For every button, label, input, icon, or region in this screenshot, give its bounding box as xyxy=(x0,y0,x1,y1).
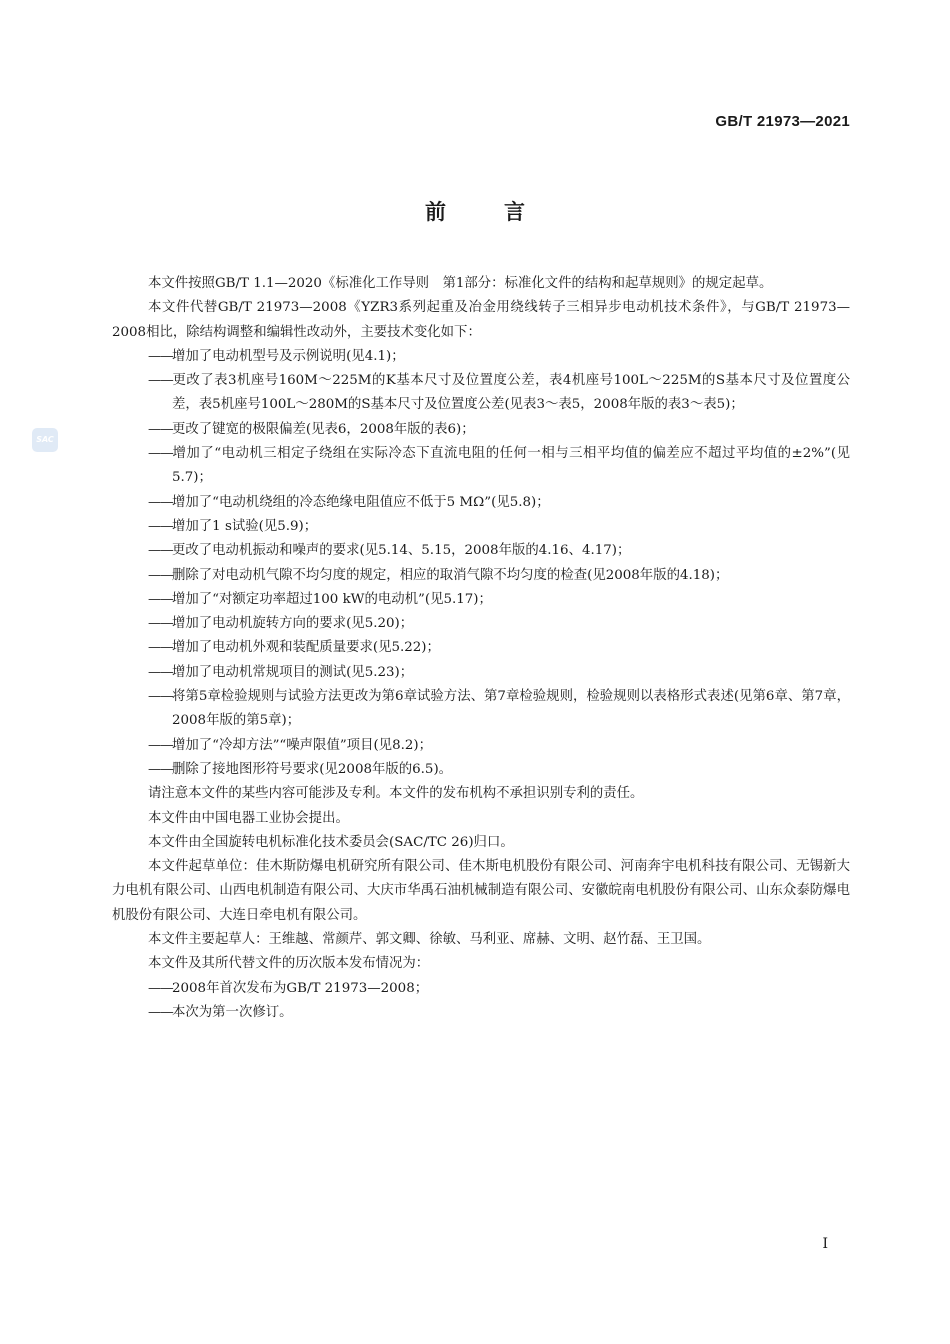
dash-marker: —— xyxy=(148,373,173,389)
dash-marker: —— xyxy=(148,737,173,753)
change-item: ——增加了电动机型号及示例说明(见4.1)； xyxy=(112,345,850,369)
change-item: ——删除了对电动机气隙不均匀度的规定，相应的取消气隙不均匀度的检查(见2008年版的4.18)； xyxy=(112,564,850,588)
change-item: ——增加了电动机旋转方向的要求(见5.20)； xyxy=(112,612,850,636)
paragraph-drafting-units: 本文件起草单位：佳木斯防爆电机研究所有限公司、佳木斯电机股份有限公司、河南奔宇电机科技有限公司、无锡新大力电机有限公司、山西电机制造有限公司、大庆市华禹石油机械制造有限公司、安徽皖南电机股份有限公司、山东众泰防爆电机股份有限公司、大连日牵电机有限公司。 xyxy=(112,859,850,923)
dash-marker: —— xyxy=(148,567,173,583)
dash-marker: —— xyxy=(148,689,173,705)
dash-marker: —— xyxy=(148,446,173,462)
change-item: ——将第5章检验规则与试验方法更改为第6章试验方法、第7章检验规则，检验规则以表格形式表述(见第6章、第7章，2008年版的第5章)； xyxy=(112,685,850,734)
paragraph-history-intro: 本文件及其所代替文件的历次版本发布情况为： xyxy=(148,956,430,972)
change-item: ——增加了“冷却方法”“噪声限值”项目(见8.2)； xyxy=(112,734,850,758)
change-item: ——删除了接地图形符号要求(见2008年版的6.5)。 xyxy=(112,758,850,782)
history-item: ——2008年首次发布为GB/T 21973—2008； xyxy=(112,977,850,1001)
dash-marker: —— xyxy=(148,616,173,632)
change-item: ——增加了电动机外观和装配质量要求(见5.22)； xyxy=(112,636,850,660)
dash-marker: —— xyxy=(148,494,173,510)
page-title: 前言 xyxy=(425,200,583,224)
paragraph-patent-notice: 请注意本文件的某些内容可能涉及专利。本文件的发布机构不承担识别专利的责任。 xyxy=(148,786,644,802)
change-item: ——更改了表3机座号160M～225M的K基本尺寸及位置度公差，表4机座号100L～225M的S基本尺寸及位置度公差，表5机座号100L～280M的S基本尺寸及位置度公差(见表3～表5，2008年版的表3～表5)； xyxy=(112,369,850,418)
dash-marker: —— xyxy=(148,640,173,656)
dash-marker: —— xyxy=(148,421,173,437)
foreword-body xyxy=(112,272,850,1025)
change-item: ——增加了电动机常规项目的测试(见5.23)； xyxy=(112,661,850,685)
change-item: ——更改了键宽的极限偏差(见表6，2008年版的表6)； xyxy=(112,418,850,442)
change-item: ——增加了“电动机三相定子绕组在实际冷态下直流电阻的任何一相与三相平均值的偏差应不超过平均值的±2%”(见5.7)； xyxy=(112,442,850,491)
paragraph-proposer: 本文件由中国电器工业协会提出。 xyxy=(148,810,349,826)
sac-watermark: SAC xyxy=(32,428,58,452)
dash-marker: —— xyxy=(148,591,173,607)
history-item: ——本次为第一次修订。 xyxy=(112,1001,850,1025)
dash-marker: —— xyxy=(148,1004,173,1020)
paragraph-committee: 本文件由全国旋转电机标准化技术委员会(SAC/TC 26)归口。 xyxy=(148,834,514,850)
paragraph-drafters: 本文件主要起草人：王维越、常颜芹、郭文卿、徐敏、马利亚、席赫、文明、赵竹磊、王卫国。 xyxy=(148,932,711,948)
paragraph-replaces: 本文件代替GB/T 21973—2008《YZR3系列起重及冶金用绕线转子三相异步电动机技术条件》，与GB/T 21973—2008相比，除结构调整和编辑性改动外，主要技术变化如下： xyxy=(112,300,850,340)
paragraph-drafting-rules: 本文件按照GB/T 1.1—2020《标准化工作导则 第1部分：标准化文件的结构和起草规则》的规定起草。 xyxy=(148,276,773,291)
dash-marker: —— xyxy=(148,348,173,364)
change-item: ——更改了电动机振动和噪声的要求(见5.14、5.15，2008年版的4.16、4.17)； xyxy=(112,539,850,563)
dash-marker: —— xyxy=(148,980,173,996)
dash-marker: —— xyxy=(148,664,173,680)
dash-marker: —— xyxy=(148,543,173,559)
dash-marker: —— xyxy=(148,761,173,777)
standard-code: GB/T 21973—2021 xyxy=(715,113,850,130)
change-item: ——增加了“电动机绕组的冷态绝缘电阻值应不低于5 MΩ”(见5.8)； xyxy=(112,491,850,515)
change-item: ——增加了“对额定功率超过100 kW的电动机”(见5.17)； xyxy=(112,588,850,612)
change-item: ——增加了1 s试验(见5.9)； xyxy=(112,515,850,539)
page-number: I xyxy=(822,1236,828,1252)
dash-marker: —— xyxy=(148,518,173,534)
